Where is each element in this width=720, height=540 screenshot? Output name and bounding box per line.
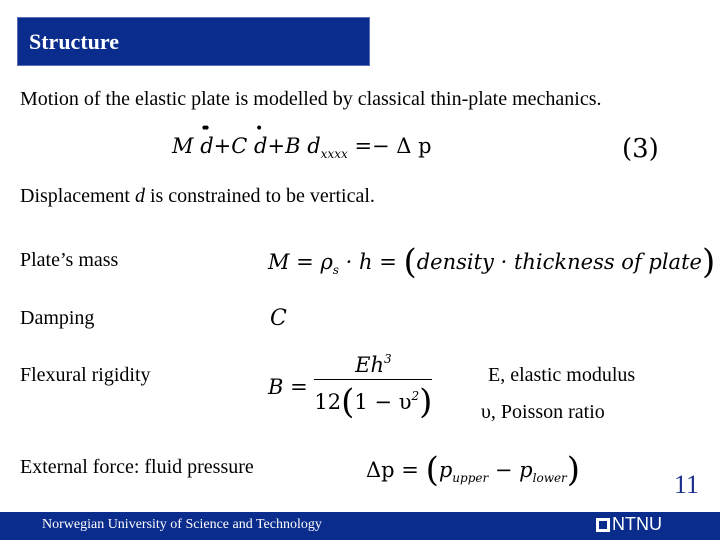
ntnu-logo-text: NTNU [612, 514, 662, 534]
intro-text: Motion of the elastic plate is modelled by classical thin-plate mechanics. [20, 88, 602, 110]
note-poisson-ratio: υ, Poisson ratio [481, 401, 605, 423]
label-external-force: External force: fluid pressure [20, 456, 254, 478]
label-plate-mass: Plate’s mass [20, 249, 119, 271]
footer-university: Norwegian University of Science and Technology [42, 517, 322, 532]
page-number: 11 [674, 470, 700, 499]
formula-damping: C [270, 306, 287, 331]
displacement-note: Displacement d is constrained to be vertical. [20, 185, 375, 207]
slide-title: Structure [29, 29, 120, 54]
formula-fluid-pressure: $\Delta p = (p_{upper} - p_{lower})$ [366, 450, 581, 490]
formula-flexural-rigidity: B = $\frac{Eh^3}{12(1 - \upsilon^2)}$ [268, 352, 433, 422]
ntnu-logo-icon [596, 518, 610, 532]
equation-number: (3) [622, 134, 659, 164]
formula-plate-mass: $M = \rho_s \cdot h$ = (density · thickness of plate) [268, 242, 716, 282]
label-damping: Damping [20, 307, 95, 329]
label-flexural-rigidity: Flexural rigidity [20, 364, 151, 386]
equation-3: M •• d+C • d+B $d_{xxxx} =- \Delta$ p [172, 121, 432, 161]
note-elastic-modulus: E, elastic modulus [488, 364, 636, 386]
